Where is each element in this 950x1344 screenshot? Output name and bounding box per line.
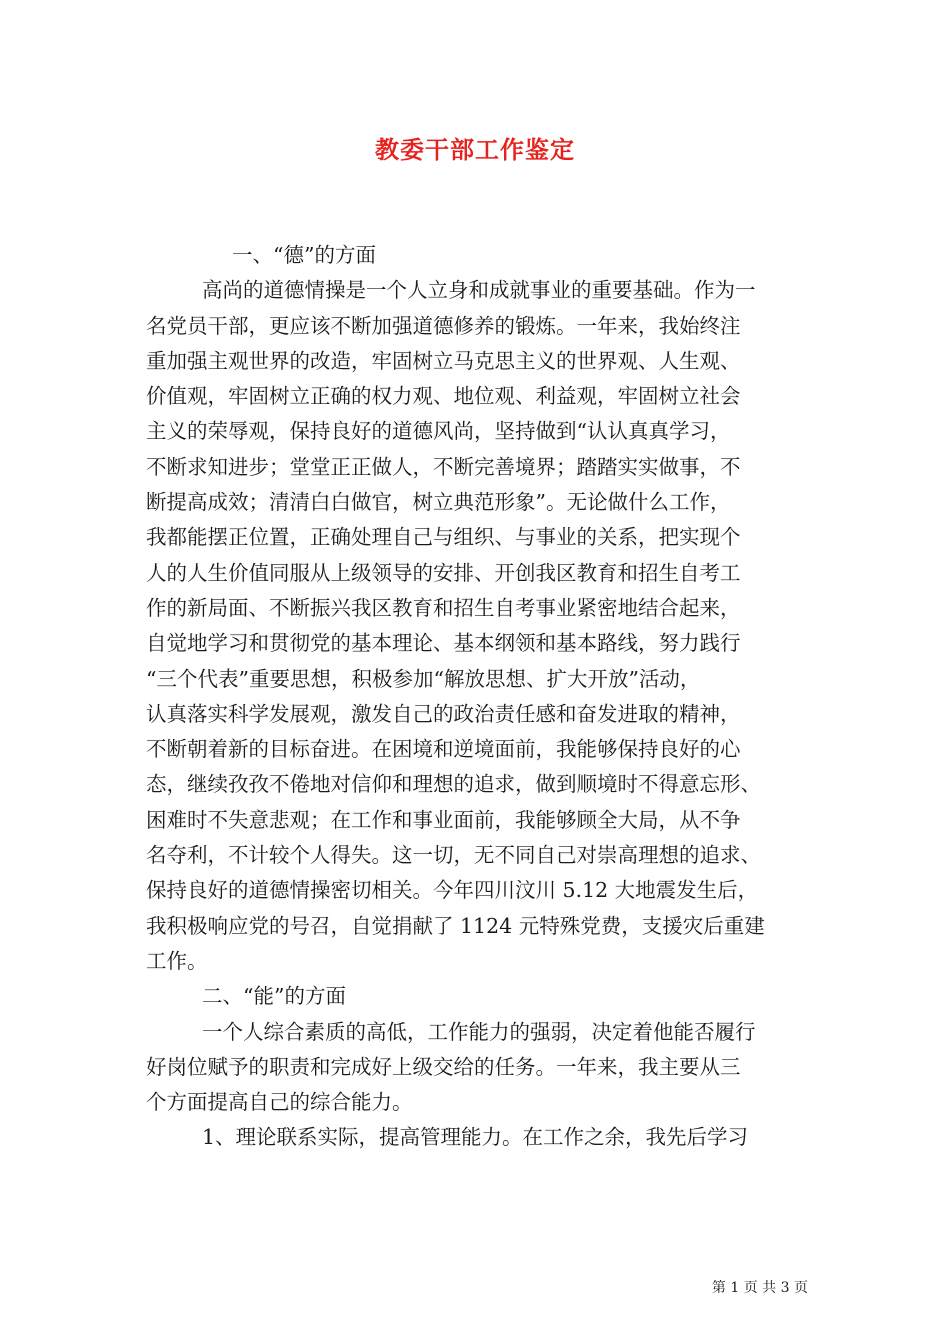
text-line: 我都能摆正位置，正确处理自己与组织、与事业的关系，把实现个 — [146, 525, 741, 550]
text-line: 价值观，牢固树立正确的权力观、地位观、利益观，牢固树立社会 — [146, 384, 741, 409]
text-line: 工作。 — [146, 948, 208, 973]
text-line: 作的新局面、不断振兴我区教育和招生自考事业紧密地结合起来， — [146, 595, 741, 620]
text-line: 好岗位赋予的职责和完成好上级交给的任务。一年来，我主要从三 — [146, 1054, 741, 1079]
text-line: 不断求知进步；堂堂正正做人，不断完善境界；踏踏实实做事，不 — [146, 454, 741, 479]
text-line: 名党员干部，更应该不断加强道德修养的锻炼。一年来，我始终注 — [146, 313, 741, 338]
text-line: 自觉地学习和贯彻党的基本理论、基本纲领和基本路线，努力践行 — [146, 631, 741, 656]
text-line: 重加强主观世界的改造，牢固树立马克思主义的世界观、人生观、 — [146, 348, 741, 373]
text-line: 名夺利，不计较个人得失。这一切，无不同自己对崇高理想的追求、 — [146, 843, 761, 868]
text-line: 二、“能”的方面 — [202, 984, 346, 1009]
text-line: 主义的荣辱观，保持良好的道德风尚，坚持做到“认认真真学习， — [146, 419, 731, 444]
text-line: 态，继续孜孜不倦地对信仰和理想的追求，做到顺境时不得意忘形、 — [146, 772, 761, 797]
text-line: 断提高成效；清清白白做官，树立典范形象”。无论做什么工作， — [146, 490, 731, 515]
text-line: 一、“德”的方面 — [232, 243, 376, 267]
text-line: 一个人综合素质的高低，工作能力的强弱，决定着他能否履行 — [202, 1019, 756, 1044]
document-body — [146, 238, 811, 1156]
text-line: 1、理论联系实际，提高管理能力。在工作之余，我先后学习 — [202, 1125, 749, 1150]
text-line: 不断朝着新的目标奋进。在困境和逆境面前，我能够保持良好的心 — [146, 737, 741, 762]
page-footer: 第 1 页 共 3 页 — [711, 1280, 808, 1296]
text-line: 个方面提高自己的综合能力。 — [146, 1090, 413, 1115]
text-line: “三个代表”重要思想，积极参加“解放思想、扩大开放”活动， — [146, 666, 701, 691]
text-line: 我积极响应党的号召，自觉捐献了 1124 元特殊党费，支援灾后重建 — [146, 913, 765, 938]
text-line: 认真落实科学发展观，激发自己的政治责任感和奋发进取的精神， — [146, 701, 741, 726]
text-line: 高尚的道德情操是一个人立身和成就事业的重要基础。作为一 — [202, 278, 756, 303]
text-line: 困难时不失意悲观；在工作和事业面前，我能够顾全大局，从不争 — [146, 807, 741, 832]
page-title: 教委干部工作鉴定 — [375, 135, 575, 164]
text-line: 人的人生价值同服从上级领导的安排、开创我区教育和招生自考工 — [146, 560, 741, 585]
text-line: 保持良好的道德情操密切相关。今年四川汶川 5.12 大地震发生后， — [146, 878, 759, 903]
